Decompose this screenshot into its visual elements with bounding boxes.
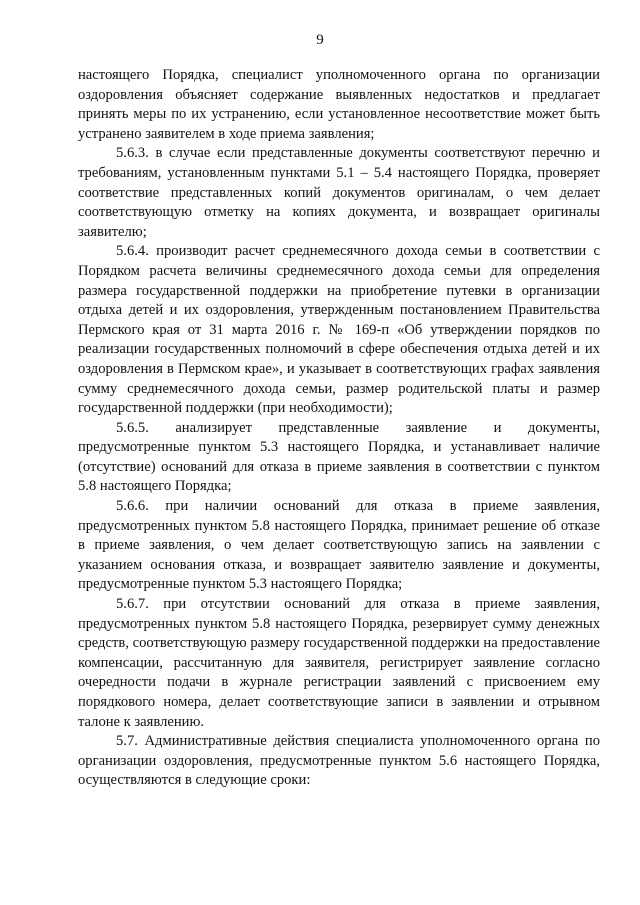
paragraph-5-6-3: 5.6.3. в случае если представленные документы соответствуют перечню и требованиям, установленным пунктами 5.1 – 5.4 настоящего Порядка, проверяет соответствие представленных копий документов оригиналам, о чем делает соответствующую отметку на копиях документа, и возвращает оригиналы заявителю; (78, 145, 600, 240)
paragraph-5-6-4: 5.6.4. производит расчет среднемесячного дохода семьи в соответствии с Порядком расчета величины среднемесячного дохода семьи для определения размера государственной поддержки на приобретение путевки в организации отдыха детей и их оздоровления, утвержденным постановлением Правительства Пермского края от 31 марта 2016 г. № 169-п «Об утверждении порядков по реализации государственных полномочий в сфере обеспечения отдыха детей и их оздоровления в Пермском крае», и указывает в соответствующих графах заявления сумму среднемесячного дохода семьи, размер родительской платы и размер государственной поддержки (при необходимости); (78, 243, 600, 417)
paragraph-5-7: 5.7. Административные действия специалиста уполномоченного органа по организации оздоровления, предусмотренные пунктом 5.6 настоящего Порядка, осуществляются в следующие сроки: (78, 733, 600, 789)
paragraph-5-6-6: 5.6.6. при наличии оснований для отказа в приеме заявления, предусмотренных пунктом 5.8 настоящего Порядка, принимает решение об отказе в приеме заявления, о чем делает соответствующую запись на заявлении с указанием основания отказа, и возвращает заявителю заявление и документы, предусмотренные пунктом 5.3 настоящего Порядка; (78, 498, 600, 593)
paragraph-5-6-5: 5.6.5. анализирует представленные заявление и документы, предусмотренные пунктом 5.3 настоящего Порядка, и устанавливает наличие (отсутствие) оснований для отказа в приеме заявления в соответствии с пунктом 5.8 настоящего Порядка; (78, 419, 600, 495)
page-number: 9 (316, 32, 324, 48)
paragraph-5-6-7: 5.6.7. при отсутствии оснований для отказа в приеме заявления, предусмотренных пунктом 5.8 настоящего Порядка, резервирует сумму денежных средств, соответствующую размеру государственной поддержки на предоставление компенсации, рассчитанную для заявителя, регистрирует заявление согласно очередности подачи в журнале регистрации заявлений с присвоением ему порядкового номера, делает соответствующие записи в заявлении и отрывном талоне к заявлению. (78, 596, 600, 730)
paragraph-continuation: настоящего Порядка, специалист уполномоченного органа по организации оздоровления объясняет содержание выявленных недостатков и предлагает принять меры по их устранению, если установленное несоответствие может быть устранено заявителем в ходе приема заявления; (78, 67, 600, 142)
document-body (78, 66, 600, 791)
